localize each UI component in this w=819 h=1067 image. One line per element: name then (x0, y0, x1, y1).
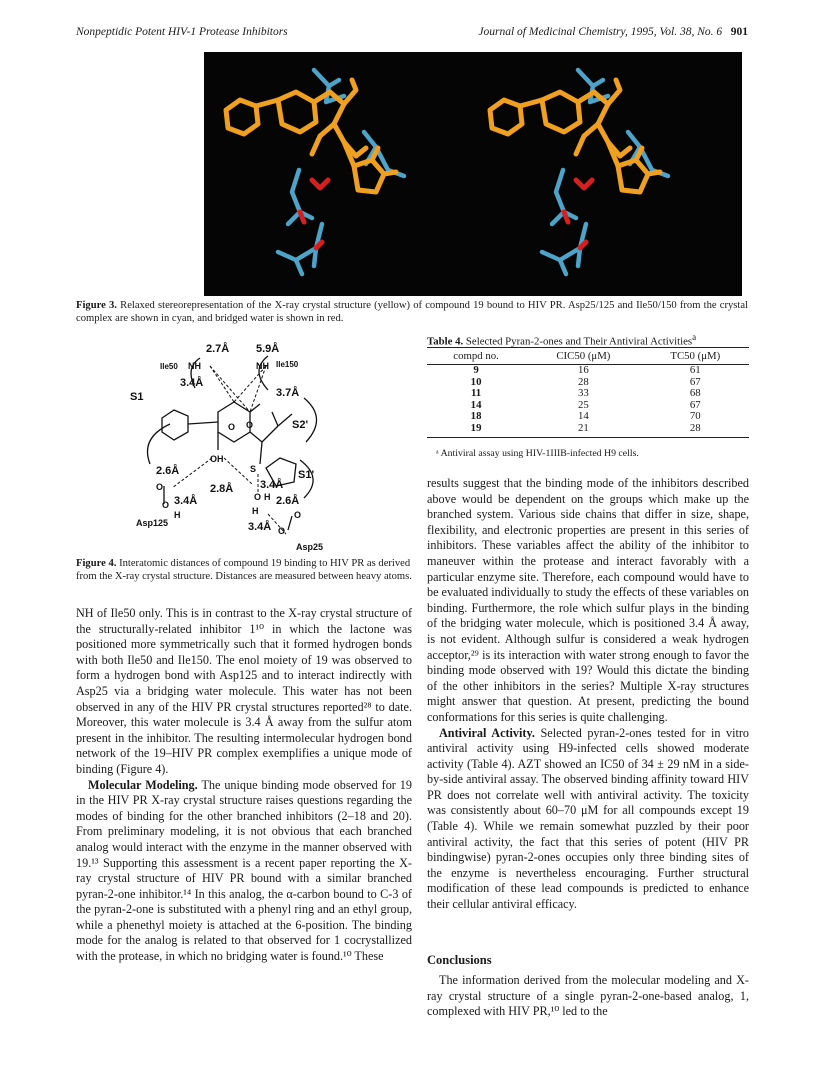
table-cell: 11 (470, 387, 482, 400)
table-cell: 14 (577, 410, 589, 423)
paragraph-antiviral-activity (427, 726, 749, 913)
table-4-footnote-marker: a (692, 332, 697, 342)
figure-4-label: Figure 4. (76, 558, 117, 569)
asp125-oxygen-1: O (156, 482, 164, 492)
distance-3-4-bottom: 3.4Å (248, 521, 272, 533)
table-cell: 25 (577, 398, 589, 411)
figure-3-caption-text: Relaxed stereorepresentation of the X-ray crystal structure (yellow) of compound 19 bound to HIV PR. Asp25/125 and Ile50/150 from the crystal complex are shown in cyan, and bridged water is shown in red. (76, 300, 748, 324)
table-cell: 19 (427, 423, 525, 437)
table-4-title: Selected Pyran-2-ones and Their Antiviral Activities (465, 335, 693, 348)
asp125-h: H (174, 510, 181, 520)
table-cell: 61 (689, 364, 701, 376)
table-4-label: Table 4. (427, 335, 464, 348)
table-row (427, 365, 749, 377)
enol-oh-label: OH (210, 454, 224, 464)
section-heading-molecular-modeling: Molecular Modeling. (88, 777, 198, 792)
table-cell: 16 (577, 364, 589, 376)
table-cell: 10 (470, 375, 482, 388)
distance-2-7: 2.7Å (206, 343, 230, 355)
s2prime-pocket-label: S2' (292, 419, 309, 431)
distance-2-6-left: 2.6Å (156, 465, 180, 477)
asp125-label: Asp125 (136, 518, 169, 528)
running-title: Nonpeptidic Potent HIV-1 Protease Inhibitors (76, 26, 288, 38)
ring-oxygen-label: O (228, 422, 236, 432)
ile50-label: Ile50 (160, 362, 178, 371)
table-cell: 67 (689, 375, 701, 388)
asp25-label: Asp25 (296, 542, 324, 552)
table-4-caption (427, 332, 749, 348)
figure-4-diagram (100, 338, 400, 556)
asp125-oxygen-2: O (162, 500, 170, 510)
table-cell: 33 (577, 387, 589, 400)
table-cell: 67 (689, 398, 701, 411)
paragraph: The information derived from the molecular modeling and X-ray crystal structure of a single pyran-2-one-based analog, 1, complexed with HIV PR,¹⁰ led to the (427, 973, 749, 1019)
table-4-footnote: ᵃ Antiviral assay using HIV-1IIIB-infected H9 cells. (436, 448, 639, 459)
figure-3-stereo-image (204, 52, 742, 296)
ile150-label: Ile150 (276, 360, 299, 369)
table-row (427, 423, 749, 437)
table-cell: 21 (525, 423, 641, 437)
section-heading-conclusions: Conclusions (427, 953, 492, 967)
paragraph-molecular-modeling (76, 778, 412, 965)
water-oxygen: O (254, 492, 262, 502)
page-number: 901 (730, 26, 748, 38)
table-cell: 28 (577, 375, 589, 388)
table-cell: 14 (470, 398, 482, 411)
right-column-text (427, 476, 749, 913)
table-cell: 70 (689, 410, 701, 423)
asp25-oxygen-2: O (294, 510, 302, 520)
section-heading-antiviral-activity: Antiviral Activity. (439, 725, 535, 740)
figure-4-caption (76, 557, 412, 583)
paragraph: NH of Ile50 only. This is in contrast to the X-ray crystal structure of the structurally-related inhibitor 1¹⁰ in which the lactone was positioned more symmetrically such that it formed hydrogen bonds with both Ile50 and Ile150. The enol moiety of 19 was observed to form a hydrogen bond with Asp125 and to interact indirectly with Asp25 via a bridging water molecule. This water has not been observed in any of the HIV PR crystal structures reported²⁸ to date. Moreover, this water molecule is 3.4 Å away from the sulfur atom present in the inhibitor. The resulting intermolecular hydrogen bond network of the 19–HIV PR complex exemplifies a unique mode of binding (Figure 4). (76, 606, 412, 776)
figure-3-label: Figure 3. (76, 300, 117, 311)
distance-5-9: 5.9Å (256, 343, 280, 355)
left-column-text (76, 606, 412, 965)
paragraph: results suggest that the binding mode of the inhibitors described above would be dependent on the groups which make up the branched system. Various side chains that differ in size, shape, flexibility, and electronic properties are present in this series of inhibitors. These variables affect the ability of the inhibitor to maneuver within the protease and interact favorably with a particular enzyme site. Therefore, each compound would have to be evaluated individually to study the effects of these variables on binding. Furthermore, the role which sulfur plays in the binding of the bridging water molecule, which is positioned 3.4 Å away, is not evident. Although sulfur is considered a weak hydrogen acceptor,²⁹ is its interaction with water strong enough to favor the binding mode observed with 19? Would this dictate the binding of the other inhibitors in the series? Multiple X-ray structures might answer that question. At present, predicting the bound conformations for this series is quite challenging. (427, 476, 749, 724)
binding-diagram-graphic (100, 338, 400, 556)
paragraph-text: The unique binding mode observed for 19 in the HIV PR X-ray crystal structure raises questions regarding the modes of binding for the other branched inhibitors (2–18 and 20). From preliminary modeling, it is not obvious that each branched analog would interact with the enzyme in the manner observed with 19.¹³ Supporting this assessment is a recent paper reporting the X-ray crystal structure of HIV PR bound with a similar branched pyran-2-one inhibitor.¹⁴ In this analog, the α-carbon bound to C-3 of the pyran-2-one is substituted with a phenyl ring and an ethyl group, while a phenethyl moiety is attached at the 6-position. The binding mode for the analog is related to that observed for 1 cocrystallized with the protease, in which no bridging water is found.¹⁰ These (76, 777, 412, 964)
table-cell: 18 (470, 410, 482, 423)
distance-3-7: 3.7Å (276, 387, 300, 399)
column-header-tc50: TC50 (μM) (642, 348, 749, 365)
nh-left-label: NH (188, 361, 201, 371)
figure-3-caption (76, 299, 748, 325)
asp25-oxygen-1: O (278, 526, 286, 536)
column-header-compd: compd no. (427, 348, 525, 365)
paragraph-text: Selected pyran-2-ones tested for in vitro antiviral activity using H9-infected cells showed moderate activity (Table 4). AZT showed an IC50 of 34 ± 29 nM in a side-by-side antiviral assay. The observed binding affinity toward HIV PR does not correlate well with antiviral activity. The toxicity was consistently about 60–70 μM for all compounds except 19 (Table 4). While we remain somewhat puzzled by their poor antiviral activity, the fact that this series of potent (HIV PR bindingwise) pyran-2-ones occupies only three binding sites of the enzyme is nevertheless encouraging. Further structural modification of these lead compounds is predicted to enhance their cellular antiviral efficacy. (427, 725, 749, 912)
distance-2-6-right: 2.6Å (276, 495, 300, 507)
journal-citation (436, 26, 748, 38)
distance-3-4-mid: 3.4Å (260, 479, 284, 491)
s1prime-pocket-label: S1' (298, 469, 315, 481)
distance-3-4-top: 3.4Å (180, 377, 204, 389)
column-header-cic50: CIC50 (μM) (525, 348, 641, 365)
figure-4-caption-text: Interatomic distances of compound 19 binding to HIV PR as derived from the X-ray crystal structure. Distances are measured between heavy atoms. (76, 558, 412, 582)
table-cell: 68 (689, 387, 701, 400)
sulfur-label: S (250, 464, 257, 474)
water-h-1: H (264, 492, 271, 502)
table-cell: 28 (642, 423, 749, 437)
table-header-row (427, 348, 749, 365)
distance-3-4-left: 3.4Å (174, 495, 198, 507)
distance-2-8: 2.8Å (210, 483, 234, 495)
stereo-structure-graphic (204, 52, 742, 296)
journal-name: Journal of Medicinal Chemistry, 1995, Vol. 38, No. 6 (478, 26, 723, 38)
nh-right-label: NH (256, 361, 269, 371)
table-cell: 9 (473, 364, 479, 376)
s1-pocket-label: S1 (130, 391, 144, 403)
conclusions-text (427, 973, 749, 1020)
carbonyl-oxygen-label: O (246, 420, 254, 430)
table-4 (427, 347, 749, 438)
water-h-2: H (252, 506, 259, 516)
